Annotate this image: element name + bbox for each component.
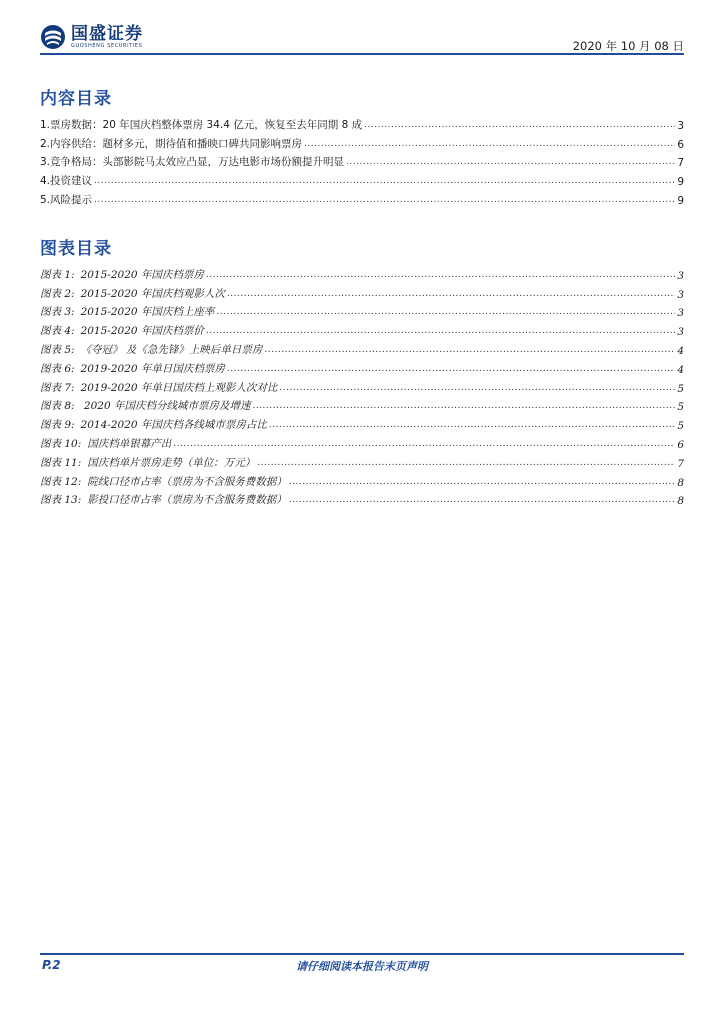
header-divider xyxy=(40,53,684,55)
figure-title: 2015-2020 年国庆档票价 xyxy=(80,325,204,338)
dot-leader xyxy=(206,268,675,282)
dot-leader xyxy=(269,418,675,432)
page-ref: 9 xyxy=(677,176,684,189)
figure-title: 2019-2020 年单日国庆档票房 xyxy=(80,362,225,375)
figure-text xyxy=(40,417,267,432)
dot-leader xyxy=(279,381,675,395)
contents-entry[interactable] xyxy=(40,132,684,151)
figure-text xyxy=(40,436,171,451)
dot-leader xyxy=(257,456,675,470)
figure-label: 图表 4: xyxy=(40,325,75,338)
figure-label: 图表 1: xyxy=(40,268,75,281)
figure-entry[interactable] xyxy=(40,432,684,451)
figure-title: 2015-2020 年国庆档上座率 xyxy=(80,306,215,319)
contents-entry[interactable] xyxy=(40,113,684,132)
footer-divider xyxy=(40,953,684,955)
dot-leader xyxy=(289,475,676,489)
figure-title: 2015-2020 年国庆档观影人次 xyxy=(80,287,225,300)
figure-entry[interactable] xyxy=(40,489,684,508)
dot-leader xyxy=(173,437,675,451)
figure-title: 2014-2020 年国庆档各线城市票房占比 xyxy=(80,419,267,432)
figure-text xyxy=(40,474,287,489)
page-ref: 8 xyxy=(677,476,684,489)
figure-title: 国庆档单银幕产出 xyxy=(87,437,172,450)
figure-entry[interactable] xyxy=(40,413,684,432)
figure-title: 2019-2020 年单日国庆档上观影人次对比 xyxy=(80,381,278,394)
contents-list xyxy=(40,113,684,207)
contents-entry[interactable] xyxy=(40,188,684,207)
contents-entry-text: 2.内容供给：题材多元，期待值和播映口碑共同影响票房 xyxy=(40,137,303,150)
figure-text xyxy=(40,286,225,301)
disclaimer-note: 请仔细阅读本报告末页声明 xyxy=(296,960,428,973)
report-date: 2020 年 10 月 08 日 xyxy=(572,39,684,53)
figure-title: 院线口径市占率（票房为不含服务费数据） xyxy=(87,475,287,488)
figures-list xyxy=(40,263,684,507)
dot-leader xyxy=(289,493,676,507)
page-ref: 9 xyxy=(677,194,684,207)
figure-title: 影投口径市占率（票房为不含服务费数据） xyxy=(87,494,287,507)
page-ref: 6 xyxy=(677,438,684,451)
contents-entry-text: 5.风险提示 xyxy=(40,193,93,206)
contents-entry[interactable] xyxy=(40,169,684,188)
figure-label: 图表 13: xyxy=(40,494,82,507)
figure-entry[interactable] xyxy=(40,338,684,357)
contents-entry-text: 3.竞争格局：头部影院马太效应凸显，万达电影市场份额提升明显 xyxy=(40,156,345,169)
figure-entry[interactable] xyxy=(40,301,684,320)
figure-entry[interactable] xyxy=(40,282,684,301)
figure-text xyxy=(40,398,250,413)
dot-leader xyxy=(264,343,675,357)
dot-leader xyxy=(304,137,675,151)
figure-text xyxy=(40,361,225,376)
figure-entry[interactable] xyxy=(40,376,684,395)
figure-text xyxy=(40,455,255,470)
figure-text xyxy=(40,323,204,338)
figure-text xyxy=(40,267,204,282)
figure-title: 2020 年国庆档分线城市票房及增速 xyxy=(80,400,251,413)
dot-leader xyxy=(216,305,675,319)
page-ref: 7 xyxy=(677,457,684,470)
figure-entry[interactable] xyxy=(40,470,684,489)
page-ref: 3 xyxy=(677,119,684,132)
contents-entry-text: 4.投资建议 xyxy=(40,175,93,188)
page-number: P.2 xyxy=(42,958,61,972)
figure-text xyxy=(40,342,262,357)
page-ref: 5 xyxy=(677,401,684,414)
figure-label: 图表 3: xyxy=(40,306,75,319)
dot-leader xyxy=(252,399,675,413)
figure-entry[interactable] xyxy=(40,357,684,376)
dot-leader xyxy=(206,324,675,338)
figure-label: 图表 7: xyxy=(40,381,75,394)
figure-title: 国庆档单片票房走势（单位：万元） xyxy=(87,456,256,469)
figure-label: 图表 8: xyxy=(40,400,75,413)
page-ref: 8 xyxy=(677,495,684,508)
dot-leader xyxy=(346,155,675,169)
figure-entry[interactable] xyxy=(40,263,684,282)
page-ref: 5 xyxy=(677,420,684,433)
page-ref: 4 xyxy=(677,363,684,376)
figure-label: 图表 5: xyxy=(40,343,75,356)
figure-entry[interactable] xyxy=(40,319,684,338)
page-ref: 4 xyxy=(677,344,684,357)
figure-entry[interactable] xyxy=(40,395,684,414)
page-ref: 3 xyxy=(677,269,684,282)
dot-leader xyxy=(227,362,675,376)
figure-label: 图表 10: xyxy=(40,437,82,450)
logo-emblem-icon xyxy=(40,24,66,50)
contents-entry-text: 1.票房数据：20 年国庆档整体票房 34.4 亿元，恢复至去年同期 8 成 xyxy=(40,118,363,131)
dot-leader xyxy=(364,118,675,132)
figure-text xyxy=(40,380,277,395)
dot-leader xyxy=(227,287,675,301)
page-header xyxy=(40,20,684,54)
logo-text-en: GUOSHENG SECURITIES xyxy=(71,42,143,49)
page-ref: 3 xyxy=(677,326,684,339)
figure-entry[interactable] xyxy=(40,451,684,470)
figure-label: 图表 6: xyxy=(40,362,75,375)
figure-title: 《夺冠》 及《急先锋》上映后单日票房 xyxy=(80,343,263,356)
figure-label: 图表 11: xyxy=(40,456,82,469)
dot-leader xyxy=(94,174,675,188)
page-ref: 7 xyxy=(677,157,684,170)
company-logo xyxy=(40,22,143,52)
figures-title: 图表目录 xyxy=(40,239,112,259)
contents-entry[interactable] xyxy=(40,151,684,170)
page-ref: 3 xyxy=(677,307,684,320)
figure-label: 图表 2: xyxy=(40,287,75,300)
contents-title: 内容目录 xyxy=(40,89,112,109)
page-ref: 5 xyxy=(677,382,684,395)
page-ref: 3 xyxy=(677,288,684,301)
figure-text xyxy=(40,304,214,319)
figure-label: 图表 12: xyxy=(40,475,82,488)
dot-leader xyxy=(94,193,675,207)
page-ref: 6 xyxy=(677,138,684,151)
figure-label: 图表 9: xyxy=(40,419,75,432)
figure-title: 2015-2020 年国庆档票房 xyxy=(80,268,204,281)
logo-text-cn: 国盛证券 xyxy=(71,23,143,44)
figure-text xyxy=(40,492,287,507)
